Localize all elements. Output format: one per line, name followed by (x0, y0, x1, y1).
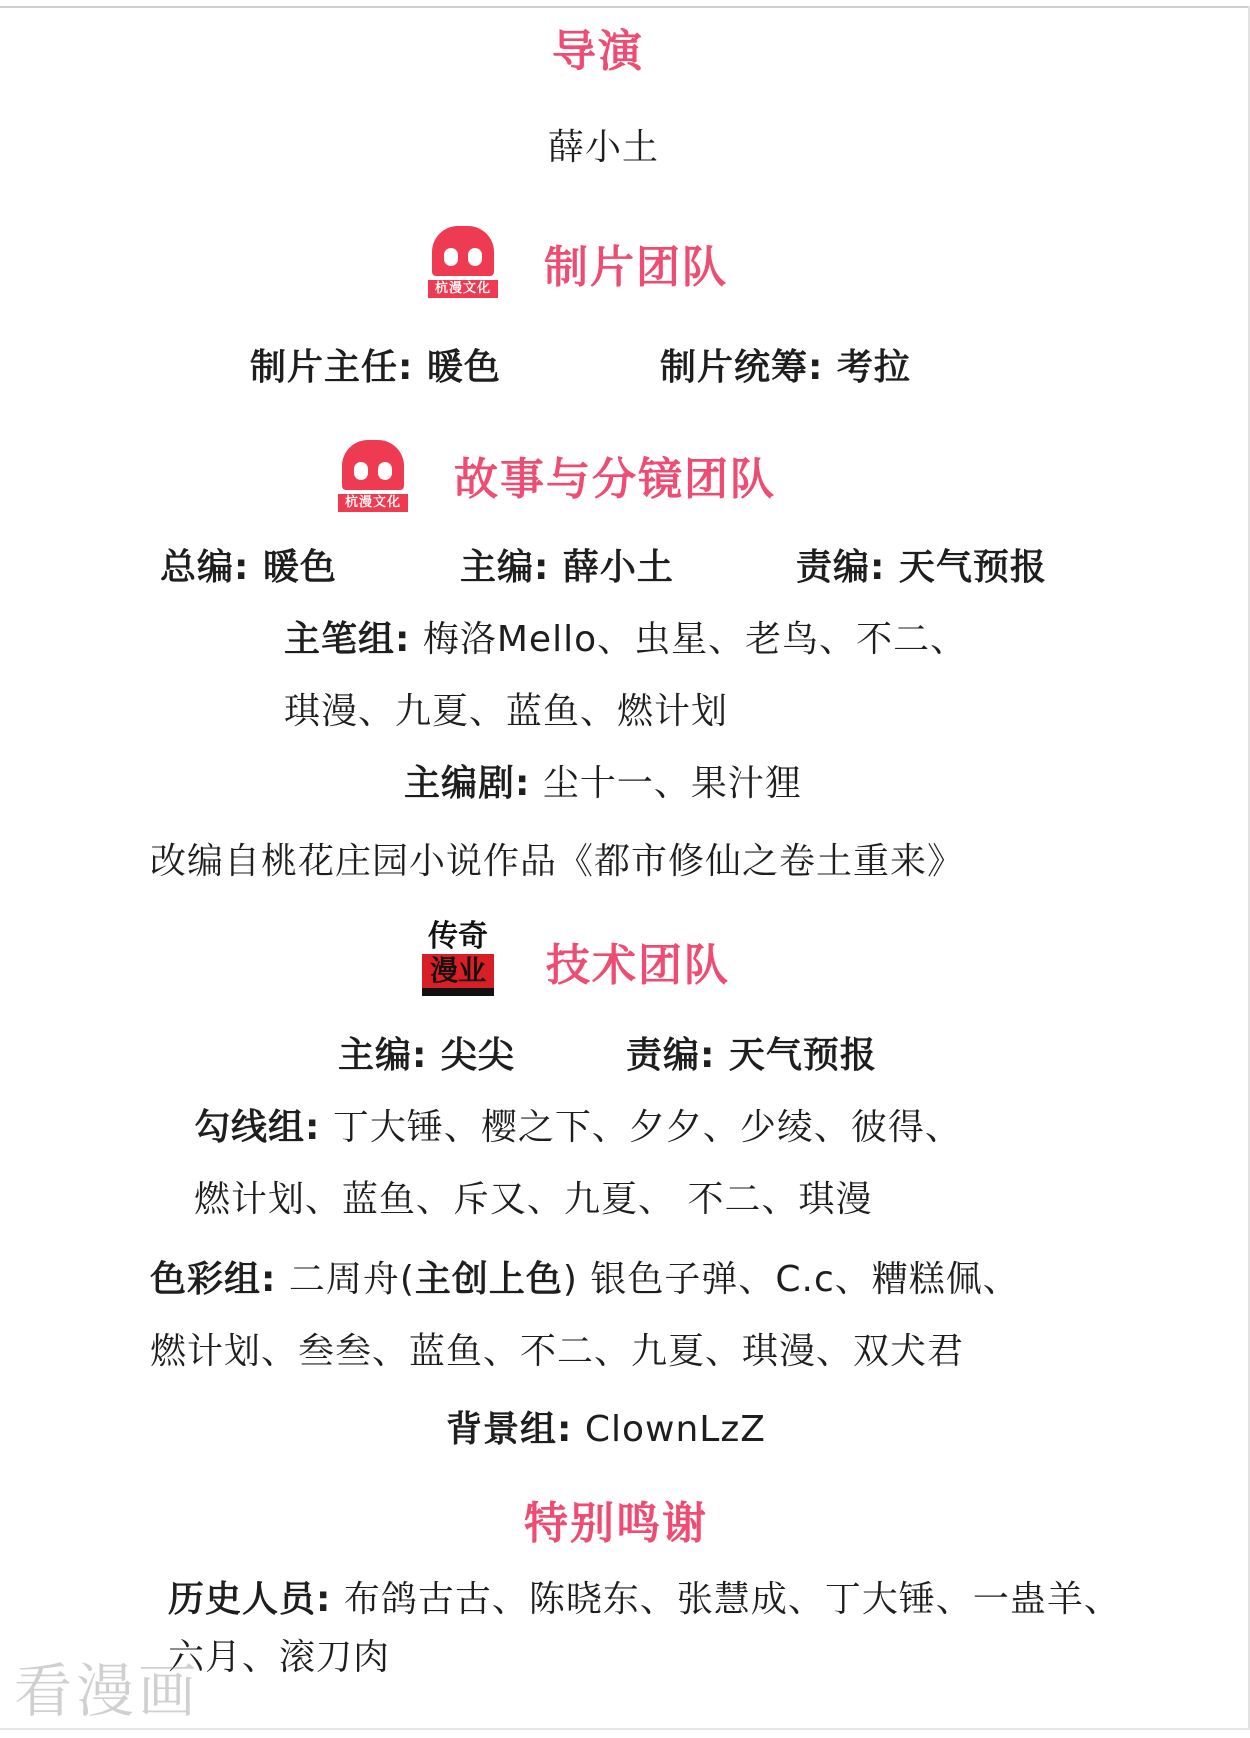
tech-main-editor: 主编: 尖尖 (338, 1035, 515, 1076)
story-main-editor: 主编: 薛小土 (460, 547, 674, 588)
history-line1 (168, 1579, 1121, 1620)
production-manager: 制片主任: 暖色 (250, 347, 501, 388)
color-group-role: 主创上色 (414, 1259, 563, 1300)
top-border (0, 6, 1250, 8)
color-group-line2: 燃计划、叁叁、蓝鱼、不二、九夏、琪漫、双犬君 (150, 1331, 965, 1372)
bg-group-members: ClownLzZ (584, 1409, 766, 1450)
line-group-label: 勾线组: (194, 1107, 321, 1148)
color-group-lead: 二周舟( (288, 1259, 415, 1300)
lead-group-line2: 琪漫、九夏、蓝鱼、燃计划 (284, 691, 729, 732)
history-line2: 六月、滚刀肉 (168, 1637, 391, 1678)
production-title: 制片团队 (544, 242, 728, 293)
story-title: 故事与分镜团队 (454, 454, 776, 505)
chuanqi-logo-icon (422, 920, 494, 998)
lead-group-members: 梅洛Mello、虫星、老鸟、不二、 (422, 619, 968, 660)
bg-group-line (446, 1409, 766, 1450)
tech-responsible-editor: 责编: 天气预报 (626, 1035, 877, 1076)
logo-caption: 杭漫文化 (428, 280, 498, 298)
logo-mid-text: 漫业 (422, 954, 494, 988)
hangman-logo-icon (338, 440, 408, 514)
production-coordinator: 制片统筹: 考拉 (660, 347, 911, 388)
screenwriter-line (404, 763, 802, 804)
logo-top-text: 传奇 (428, 919, 488, 954)
director-name: 薛小土 (548, 127, 660, 168)
story-chief-editor: 总编: 暖色 (160, 547, 337, 588)
thanks-title: 特别鸣谢 (524, 1498, 708, 1549)
line-group-line1 (194, 1107, 962, 1148)
bottom-border (0, 1728, 1250, 1730)
adaptation-note: 改编自桃花庄园小说作品《都市修仙之卷土重来》 (150, 841, 965, 882)
hangman-logo-icon (428, 226, 498, 300)
logo-caption: 杭漫文化 (338, 494, 408, 512)
director-title: 导演 (552, 26, 644, 77)
color-group-label: 色彩组: (150, 1259, 277, 1300)
color-group-members: 银色子弹、C.c、糟糕佩、 (590, 1259, 1020, 1300)
history-label: 历史人员: (168, 1579, 332, 1620)
color-group-close: ) (562, 1259, 578, 1300)
lead-group-line1 (284, 619, 968, 660)
history-members: 布鸽古古、陈晓东、张慧成、丁大锤、一蛊羊、 (343, 1579, 1121, 1620)
story-responsible-editor: 责编: 天气预报 (796, 547, 1047, 588)
bg-group-label: 背景组: (446, 1409, 573, 1450)
screenwriter-label: 主编剧: (404, 763, 531, 804)
watermark: 看漫画 (14, 1657, 201, 1725)
tech-title: 技术团队 (546, 940, 730, 991)
screenwriter-names: 尘十一、果汁狸 (542, 763, 802, 804)
color-group-line1 (150, 1259, 1020, 1300)
lead-group-label: 主笔组: (284, 619, 411, 660)
line-group-line2: 燃计划、蓝鱼、斥又、九夏、 不二、琪漫 (194, 1179, 873, 1220)
line-group-members: 丁大锤、樱之下、夕夕、少绫、彼得、 (332, 1107, 962, 1148)
